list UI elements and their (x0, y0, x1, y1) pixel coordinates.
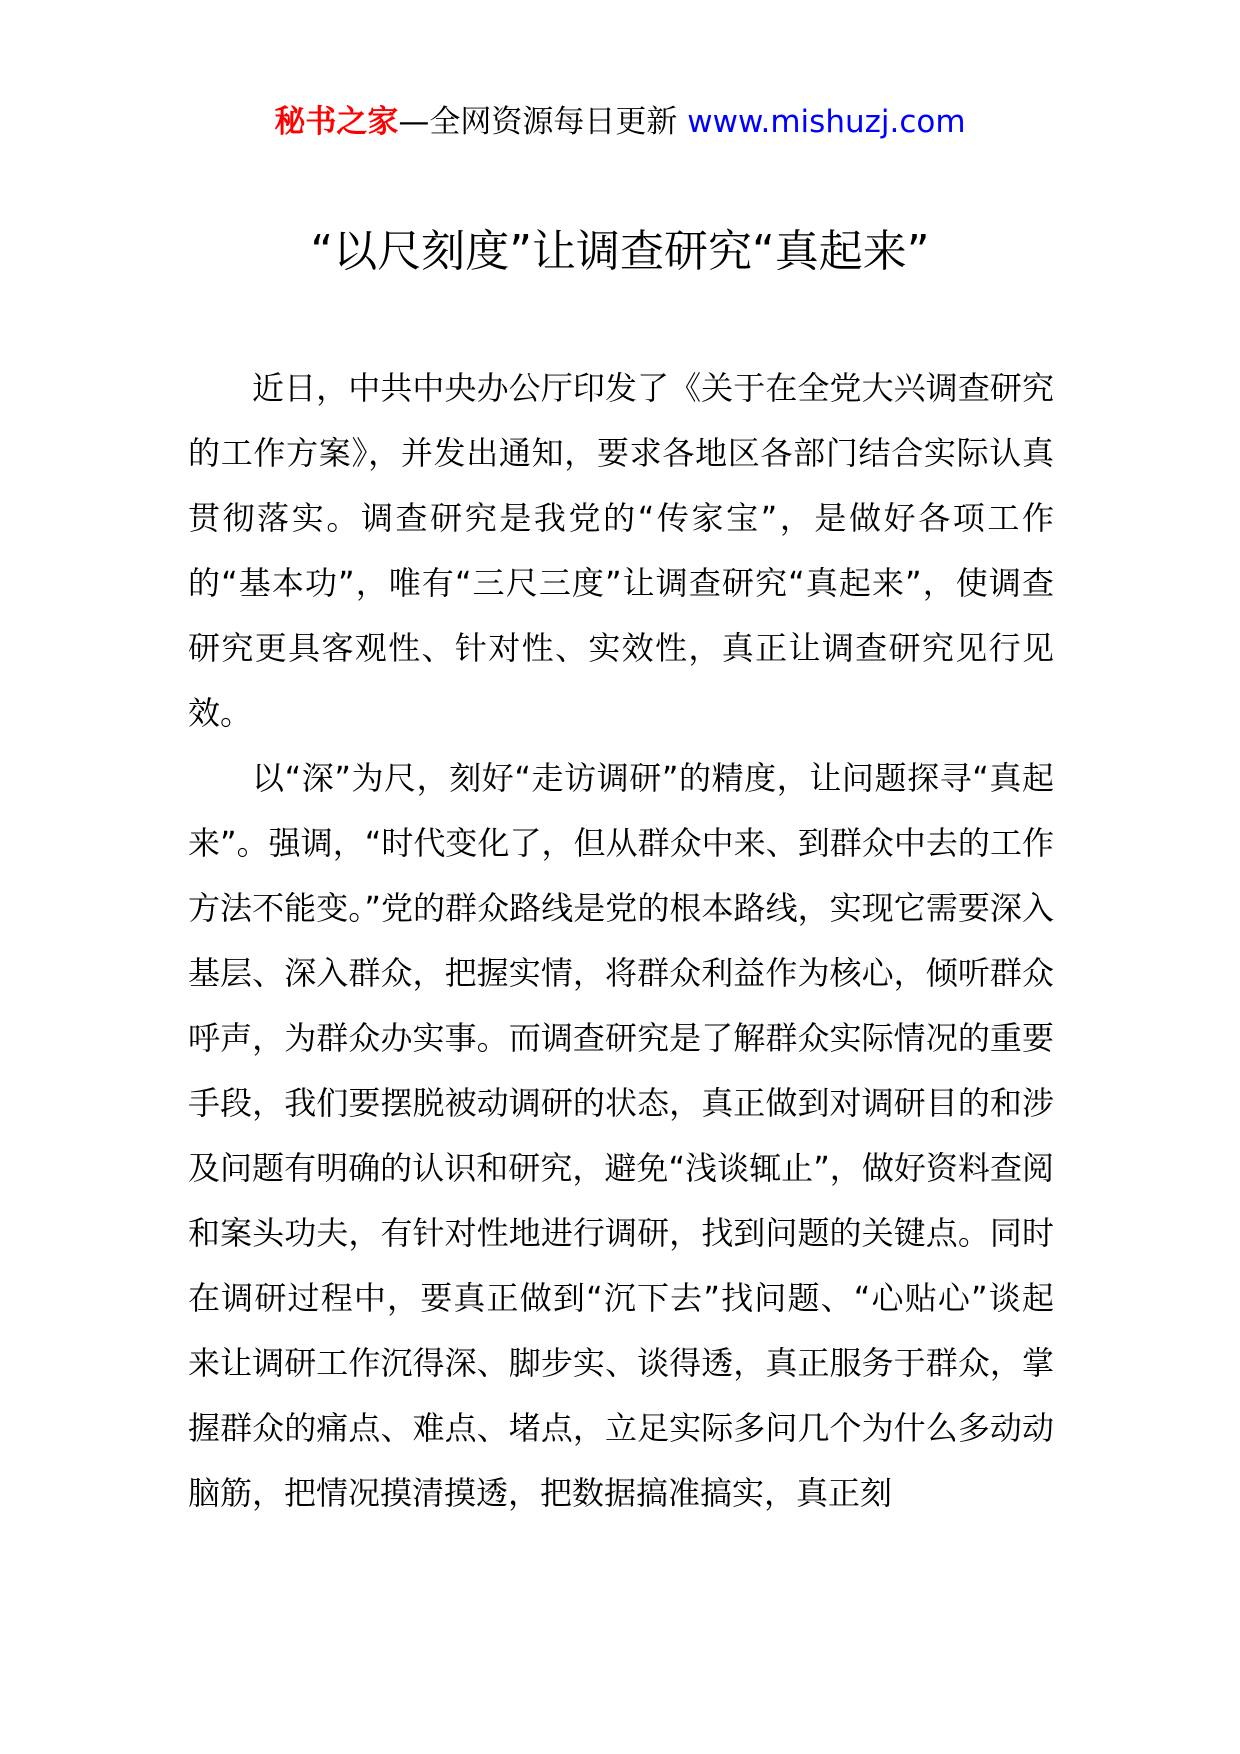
site-tagline: —全网资源每日更新 (398, 104, 678, 140)
site-header (0, 100, 1240, 144)
body-paragraph: 近日，中共中央办公厅印发了《关于在全党大兴调查研究的工作方案》，并发出通知，要求各地区各部门结合实际认真贯彻落实。调查研究是我党的“传家宝”，是做好各项工作的“基本功”，唯有“三尺三度”让调查研究“真起来”，使调查研究更具客观性、针对性、实效性，真正让调查研究见行见效。 (188, 369, 1054, 732)
document-title: “以尺刻度”让调查研究“真起来” (310, 226, 930, 277)
document-body (188, 356, 1054, 1526)
body-paragraph: 以“深”为尺，刻好“走访调研”的精度，让问题探寻“真起来”。强调，“时代变化了，但从群众中来、到群众中去的工作方法不能变。”党的群众路线是党的根本路线，实现它需要深入基层、深入群众，把握实情，将群众利益作为核心，倾听群众呼声，为群众办实事。而调查研究是了解群众实际情况的重要手段，我们要摆脱被动调研的状态，真正做到对调研目的和涉及问题有明确的认识和研究，避免“浅谈辄止”，做好资料查阅和案头功夫，有针对性地进行调研，找到问题的关键点。同时在调研过程中，要真正做到“沉下去”找问题、“心贴心”谈起来让调研工作沉得深、脚步实、谈得透，真正服务于群众，掌握群众的痛点、难点、堵点，立足实际多问几个为什么多动动脑筋，把情况摸清摸透，把数据搞准搞实，真正刻 (188, 759, 1054, 1512)
site-brand: 秘书之家 (274, 104, 399, 140)
site-url-link[interactable]: www.mishuzj.com (687, 104, 966, 140)
